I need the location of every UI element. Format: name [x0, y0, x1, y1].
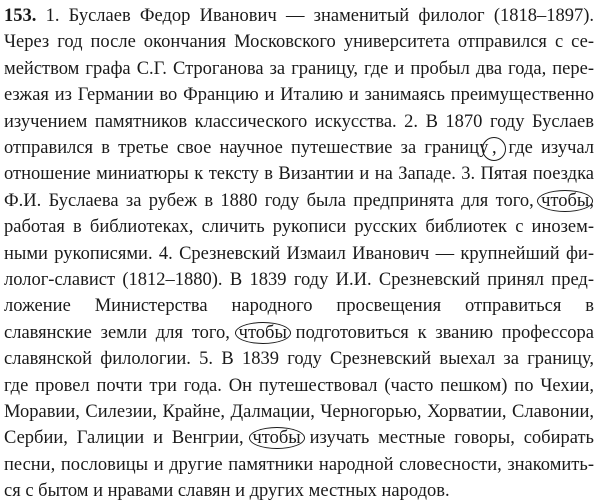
- text-fragment: мейством графа С.Г. Строганова за границу, где и пробыл два года, пере-: [4, 58, 594, 79]
- text-line: [4, 267, 594, 293]
- text-fragment: ложение Министерства народного просвещения отправиться в: [4, 296, 594, 317]
- circled-comma: ,: [482, 137, 506, 161]
- text-line: [4, 373, 594, 399]
- text-fragment: езжая из Германии во Францию и Италию и занимаясь преимущественно: [4, 85, 594, 106]
- text-fragment: славянской филологии. 5. В 1839 году Срезневский выехал за границу,: [4, 349, 594, 370]
- text-line: [4, 241, 594, 267]
- text-fragment: отношение миниатюры к тексту в Византии и на Западе. 3. Пятая поездка: [4, 164, 594, 185]
- text-line: [4, 161, 594, 187]
- text-line: [4, 293, 594, 319]
- exercise-number: 153.: [4, 6, 37, 26]
- text-fragment: 1. Буслаев Федор Иванович — знаменитый филолог (1818–1897).: [45, 6, 595, 26]
- text-fragment: песни, пословицы и другие памятники народной словесности, знакомить-: [4, 454, 594, 475]
- circled-word: чтобы: [537, 190, 593, 212]
- text-fragment: работая в библиотеках, сличить рукописи русских библиотек с инозем-: [4, 217, 594, 238]
- text-fragment: Сербии, Галиции и Венгрии,: [4, 428, 253, 449]
- circled-word: чтобы: [235, 322, 291, 344]
- text-fragment: где изучал: [500, 138, 594, 158]
- text-line: [4, 399, 594, 425]
- text-line: [4, 425, 594, 451]
- text-fragment: лолог-славист (1812–1880). В 1839 году И.И. Срезневский принял пред-: [4, 270, 594, 290]
- text-fragment: ,: [589, 190, 594, 211]
- text-line: [4, 478, 594, 504]
- text-line: [4, 320, 594, 346]
- text-line: [4, 3, 594, 29]
- text-line: [4, 135, 594, 161]
- text-line: [4, 346, 594, 372]
- text-fragment: где провел почти три года. Он путешествовал (часто пешком) по Чехии,: [4, 375, 594, 396]
- text-fragment: славянские земли для того,: [4, 322, 239, 343]
- text-fragment: ся с бытом и нравами славян и других местных народов.: [4, 481, 450, 502]
- text-line: [4, 29, 594, 55]
- text-line: [4, 56, 594, 82]
- text-fragment: Через год после окончания Московского университета отправился с се-: [4, 32, 594, 53]
- text-fragment: ными рукописями. 4. Срезневский Измаил Иванович — крупнейший фи-: [4, 243, 594, 264]
- text-fragment: изучением памятников классического искусства. 2. В 1870 году Буслаев: [4, 111, 594, 132]
- text-line: [4, 188, 594, 214]
- text-fragment: Ф.И. Буслаева за рубеж в 1880 году была предпринята для того,: [4, 190, 542, 211]
- circled-word: чтобы: [249, 427, 305, 449]
- text-fragment: отправился в третье свое научное путешествие за границу: [4, 138, 489, 158]
- text-fragment: Моравии, Силезии, Крайне, Далмации, Черногорью, Хорватии, Славонии,: [4, 402, 594, 422]
- text-fragment: подготовиться к званию профессора: [286, 322, 594, 343]
- text-line: [4, 214, 594, 240]
- exercise-text-block: [4, 0, 594, 504]
- text-line: [4, 82, 594, 108]
- text-line: [4, 452, 594, 478]
- text-fragment: изучать местные говоры, собирать: [300, 428, 594, 449]
- text-line: [4, 109, 594, 135]
